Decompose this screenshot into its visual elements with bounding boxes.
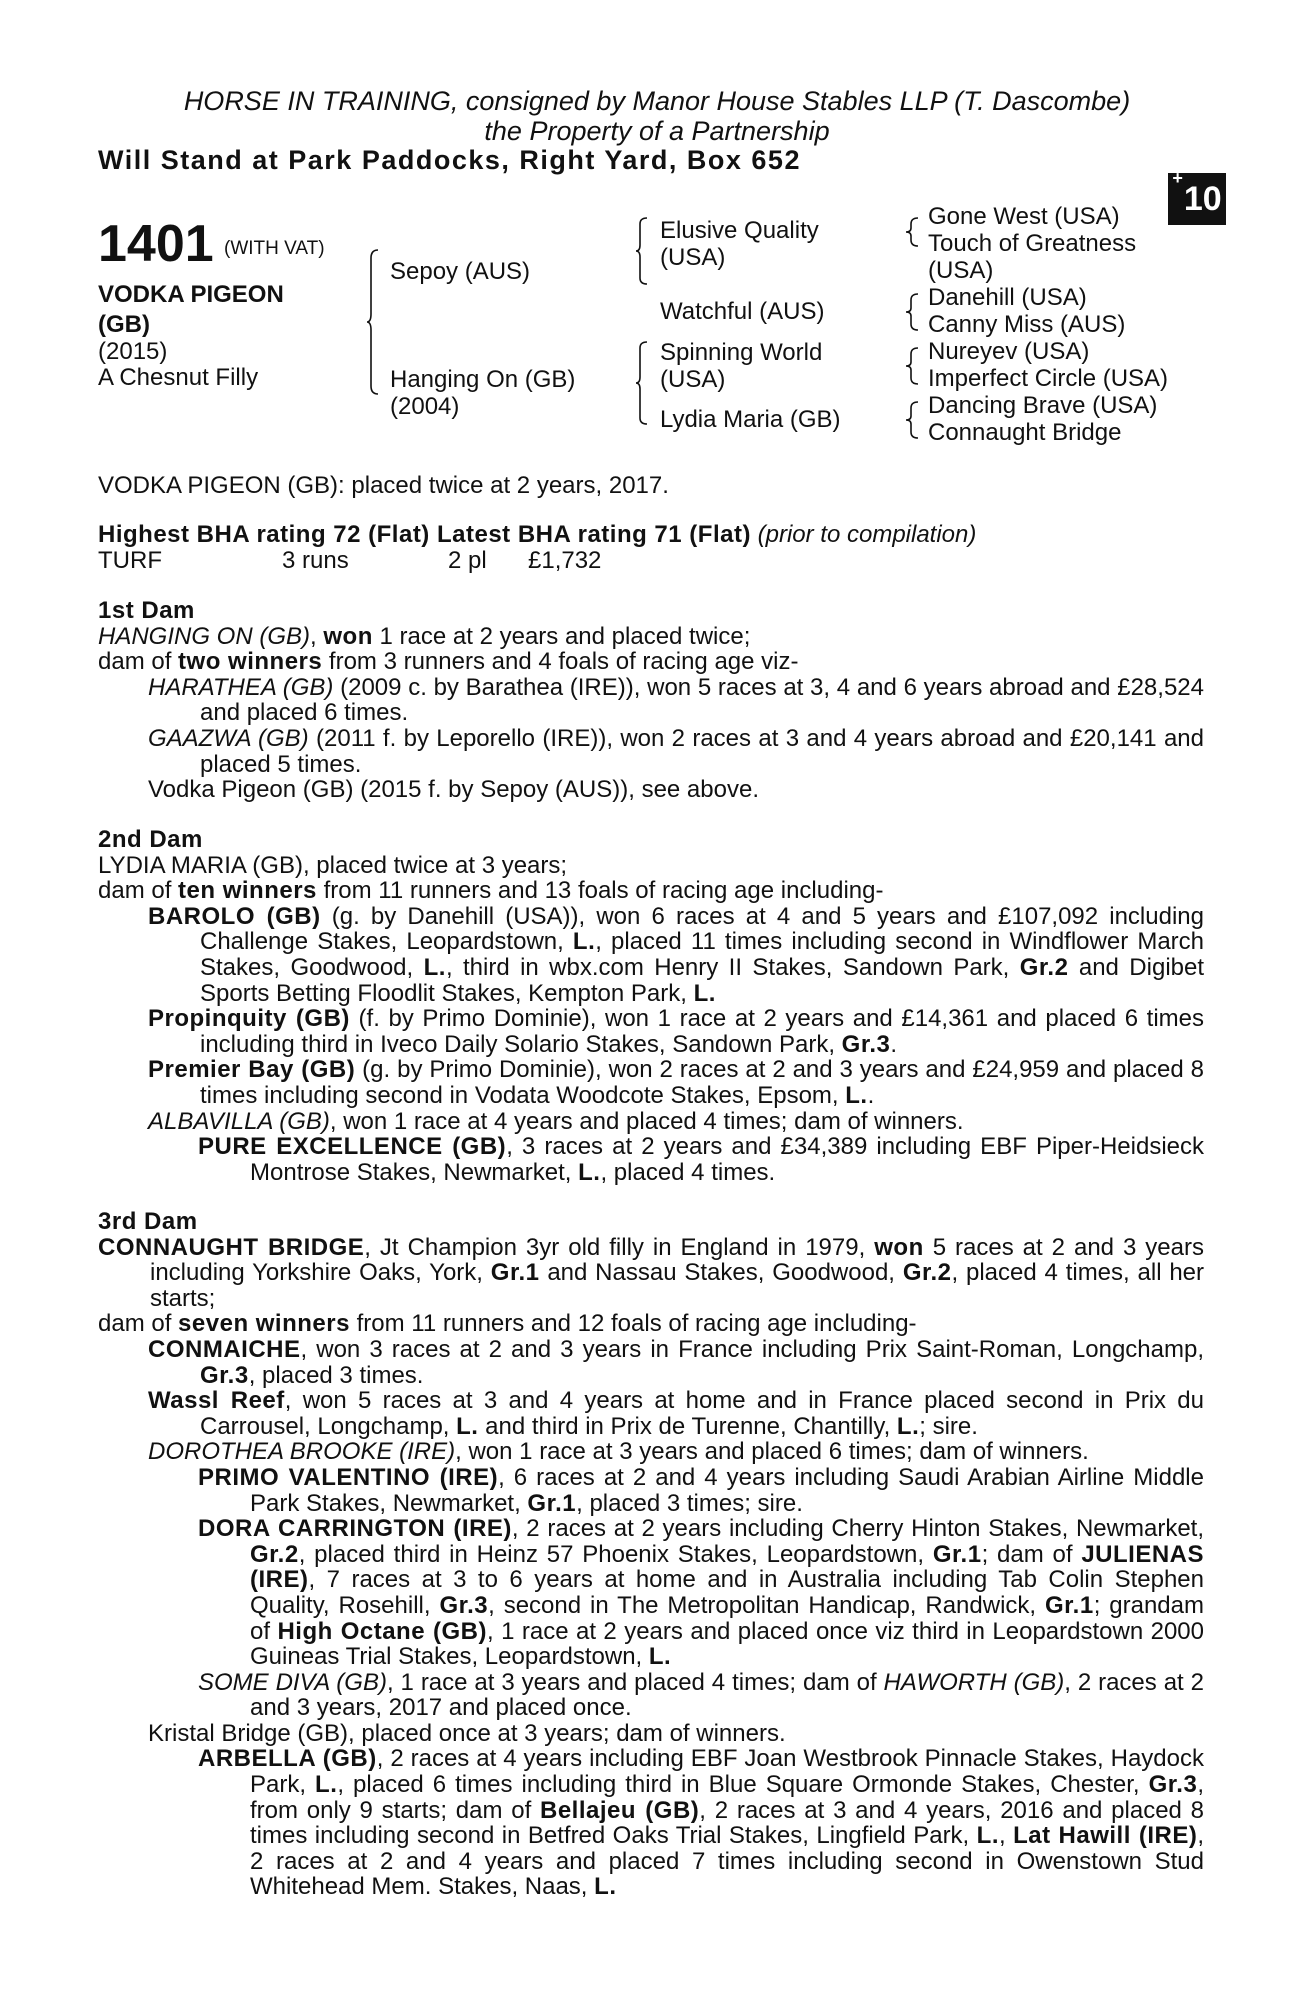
rating-note: (prior to compilation) [757,521,977,548]
group-mark: Gr.2 [902,1259,952,1287]
second-dam-section [98,827,1204,1185]
ped-dam-line1: Hanging On (GB) [390,366,576,393]
winners-count: two winners [178,648,323,676]
ped-sdd: Canny Miss (AUS) [928,311,1126,338]
brace-sire-dam [366,248,386,396]
produce-text: . [867,1081,875,1109]
produce-text: , placed 4 times, all her starts; [150,1259,1205,1312]
produce-text: ; sire. [919,1412,978,1440]
produce-primo-valentino [98,1465,1204,1516]
first-dam-section: 1st Dam HANGING ON (GB), won 1 race at 2 years and placed twice; dam of two winners from 3 runners and 4 foals of racing age viz- HARATHEA (GB) (2009 c. by Barathea (IRE)), won 5 races at 3, 4 and 6 years abroad and £28,524 and placed 6 times. GAAZWA (GB) (2011 f. by Leporello (IRE)), won 2 races at 3 and 4 years abroad and £20,141 and placed 5 times. Vodka Pigeon (GB) (2015 f. by Sepoy (AUS)), see above. [98,597,1204,804]
first-dam-name: HANGING ON (GB) [98,622,311,650]
produce-text: . [890,1030,898,1058]
ped-dss: Nureyev (USA) [928,338,1090,365]
produce-name: CONMAICHE [148,1335,301,1363]
turf-runs: 3 runs [282,546,349,574]
produce-text: (g. by Danehill (USA)), won 6 races at 4 and 5 years and £107,092 including Challenge Stakes, Leopardstown, [200,902,1204,956]
second-dam-record: LYDIA MARIA (GB), placed twice at 3 years; [98,851,568,879]
group-mark: Gr.1 [490,1259,540,1287]
produce-name: ALBAVILLA (GB) [148,1107,330,1135]
horse-name [98,280,338,340]
listed-mark: L. [315,1771,338,1799]
produce-name: PURE EXCELLENCE (GB) [198,1133,507,1161]
group-mark: Gr.1 [1045,1591,1094,1619]
third-dam-name: CONNAUGHT BRIDGE [98,1233,365,1261]
listed-mark: L. [648,1643,672,1671]
produce-text: , won 5 races at 3 and 4 years at home and in France placed second in Prix du Carrousel, Longchamp, [200,1387,1204,1440]
foals-note: from 11 runners and 13 foals of racing age including- [323,877,884,905]
listed-mark: L. [845,1081,868,1109]
badge-plus: + [1172,168,1183,188]
produce-text: , placed 4 times. [600,1158,776,1186]
rating-block [98,522,1204,573]
produce-text: , second in The Metropolitan Handicap, Randwick, [488,1591,1037,1619]
produce-text: ; grandam of [250,1591,1204,1645]
won-label: won [323,622,373,650]
third-dam-heading: 3rd Dam [98,1208,198,1235]
ped-dds: Dancing Brave (USA) [928,392,1158,419]
turf-label: TURF [98,546,162,574]
ped-sss: Gone West (USA) [928,203,1120,230]
produce-text: ; dam of [981,1540,1073,1568]
foals-note: from 11 runners and 12 foals of racing age including- [356,1310,917,1338]
consignor-line: HORSE IN TRAINING, consigned by Manor House Stables LLP (T. Dascombe) [183,86,1131,116]
group-mark: Gr.3 [841,1030,891,1058]
bha-rating: Highest BHA rating 72 (Flat) Latest BHA rating 71 (Flat) [98,521,751,548]
winners-count: seven winners [178,1310,350,1338]
produce-text: , 3 races at 2 years and £34,389 including EBF Piper-Heidsieck Montrose Stakes, Newmarket, [250,1133,1205,1186]
won-label: won [874,1233,924,1261]
produce-text: 5 races at 2 and 3 years including Yorkshire Oaks, York, [150,1233,1204,1287]
ped-sire: Sepoy (AUS) [390,258,531,285]
listed-mark: L. [594,1873,617,1901]
group-mark: Gr.1 [932,1540,982,1568]
turf-placed: 2 pl [448,546,487,574]
produce-text: , [999,1822,1006,1850]
produce-text: (g. by Primo Dominie), won 2 races at 2 and 3 years and £24,959 and placed 8 times including second in Vodata Woodcote Stakes, Epsom, [200,1056,1204,1109]
produce-dorothea-brooke [98,1439,1204,1465]
property-line: the Property of a Partnership [484,116,830,146]
produce-barolo [98,904,1204,1006]
produce-arbella [98,1746,1204,1900]
listed-mark: L. [693,979,716,1007]
produce-text: , won 1 race at 3 years and placed 6 times; dam of winners. [455,1438,1089,1466]
produce-gaazwa [98,726,1204,777]
produce-text: , 1 race at 2 years and placed once viz third in Leopardstown 2000 Guineas Trial Stakes, Leopardstown, [250,1617,1204,1671]
ped-sire-dam: Watchful (AUS) [660,298,825,325]
produce-record: (2011 f. by Leporello (IRE)), won 2 races at 3 and 4 years abroad and £20,141 and placed 5 times. [200,724,1204,778]
ped-dsd: Imperfect Circle (USA) [928,365,1169,392]
produce-name: BAROLO (GB) [148,902,321,930]
produce-name: Lat Hawill (IRE) [1013,1822,1198,1850]
ped-ssd-line2: (USA) [928,257,994,284]
ped-dam-dam: Lydia Maria (GB) [660,406,841,433]
foals-note: from 3 runners and 4 foals of racing age viz- [328,648,799,676]
produce-record: (2009 c. by Barathea (IRE)), won 5 races at 3, 4 and 6 years abroad and £28,524 and placed 6 times. [200,673,1204,727]
produce-name: SOME DIVA (GB) [198,1668,387,1696]
produce-text: , placed 6 times including third in Blue Square Ormonde Stakes, Chester, [337,1771,1140,1799]
produce-vodka-pigeon: Vodka Pigeon (GB) (2015 f. by Sepoy (AUS)), see above. [148,776,759,804]
group-mark: Gr.1 [527,1489,577,1517]
group-mark: Gr.2 [250,1540,299,1568]
produce-name: DORA CARRINGTON (IRE) [198,1515,512,1543]
produce-text: , won 1 race at 4 years and placed 4 times; dam of winners. [329,1107,964,1135]
ped-ss-line1: Elusive Quality [660,217,819,244]
produce-text: , 2 races at 2 and 3 years, 2017 and placed once. [250,1668,1204,1722]
produce-text: , 2 races at 2 and 4 years and placed 7 times including second in Owenstown Stud Whitehead Mem. Stakes, Naas, [250,1822,1204,1901]
dam-of-label: dam of [98,877,172,905]
racing-summary: VODKA PIGEON (GB): placed twice at 2 years, 2017. [98,472,669,499]
produce-text: , 1 race at 3 years and placed 4 times; dam of [386,1668,877,1696]
produce-name: Wassl Reef [148,1387,285,1415]
listed-mark: L. [423,953,446,981]
ped-sire-sire [660,217,819,271]
produce-text: , 2 races at 3 and 4 years, 2016 and placed 8 times including second in Betfred Oaks Trial Stakes, Lingfield Park, [250,1796,1204,1850]
listed-mark: L. [572,928,596,956]
dam-of-label: dam of [98,648,172,676]
listed-mark: L. [976,1822,999,1850]
produce-albavilla [98,1109,1204,1135]
produce-text: , placed 3 times. [248,1361,424,1389]
third-dam-section [98,1209,1204,1900]
produce-text: , from only 9 starts; dam of [250,1771,1204,1824]
produce-text: , 2 races at 2 years including Cherry Hinton Stakes, Newmarket, [511,1515,1204,1543]
dam-of-label: dam of [98,1310,172,1338]
produce-text: , 2 races at 4 years including EBF Joan Westbrook Pinnacle Stakes, Haydock Park, [250,1745,1205,1799]
produce-some-diva [98,1670,1204,1721]
brace-sire-parents [635,216,655,286]
horse-year: (2015) [98,338,168,365]
produce-text: and Nassau Stakes, Goodwood, [547,1259,895,1287]
ped-sds: Danehill (USA) [928,284,1087,311]
produce-text: , third in wbx.com Henry II Stakes, Sandown Park, [445,953,1010,981]
brace-sd [904,288,924,336]
produce-text: , 7 races at 3 to 6 years at home and in Australia including Tab Colin Stephen Quality, Rosehill, [250,1566,1204,1619]
produce-text: , placed 11 times including second in Windflower March Stakes, Goodwood, [200,928,1205,981]
produce-name: HARATHEA (GB) [148,673,334,701]
produce-name: GAAZWA (GB) [148,724,309,752]
group-mark: Gr.2 [1019,953,1069,981]
produce-name: ARBELLA (GB) [198,1745,377,1773]
horse-description: A Chesnut Filly [98,364,259,391]
ped-ss-line2: (USA) [660,244,726,271]
group-mark: Gr.3 [1148,1771,1198,1799]
produce-text: , Jt Champion 3yr old filly in England in 1979, [364,1233,866,1261]
produce-text: (f. by Primo Dominie), won 1 race at 2 years and £14,361 and placed 6 times including third in Iveco Daily Solario Stakes, Sandown Park, [200,1005,1205,1058]
ped-dam [390,366,575,420]
ped-ssd-line1: Touch of Greatness [928,230,1137,257]
ped-dam-sire [660,339,822,393]
winners-count: ten winners [178,877,317,905]
horse-name-line2: (GB) [98,311,150,338]
category-badge [1168,168,1226,225]
horse-name-line1: VODKA PIGEON [98,281,284,308]
produce-kristal-bridge: Kristal Bridge (GB), placed once at 3 years; dam of winners. [148,1719,786,1747]
produce-harathea [98,675,1204,726]
second-dam-heading: 2nd Dam [98,826,203,853]
produce-dora-carrington [98,1516,1204,1670]
produce-conmaiche [98,1337,1204,1388]
produce-text: , 6 races at 2 and 4 years including Saudi Arabian Airline Middle Park Stakes, Newmarket, [250,1463,1204,1517]
listed-mark: L. [456,1412,479,1440]
brace-ss [904,204,924,260]
ped-ddd: Connaught Bridge [928,419,1122,446]
produce-text: , placed 3 times; sire. [576,1489,803,1517]
produce-name: Bellajeu (GB) [540,1796,700,1824]
produce-name: High Octane (GB) [277,1617,487,1645]
ped-ds-line1: Spinning World [660,339,823,366]
first-dam-record: 1 race at 2 years and placed twice; [379,622,751,650]
group-mark: Gr.3 [200,1361,249,1389]
produce-pure-excellence [98,1134,1204,1185]
produce-text: and Digibet Sports Betting Floodlit Stakes, Kempton Park, [200,953,1205,1007]
badge-number: 10 [1183,180,1222,218]
brace-dd [904,396,924,444]
third-dam-record [98,1235,1204,1312]
produce-name: Propinquity (GB) [148,1005,350,1033]
first-dam-heading: 1st Dam [98,597,195,624]
turf-earnings: £1,732 [528,546,602,574]
produce-wassl-reef [98,1388,1204,1439]
produce-premier-bay [98,1057,1204,1108]
produce-name: JULIENAS (IRE) [250,1540,1204,1594]
produce-name: Premier Bay (GB) [148,1056,356,1084]
ped-dam-line2: (2004) [390,393,460,420]
produce-name: DOROTHEA BROOKE (IRE) [148,1438,456,1466]
group-mark: Gr.3 [439,1591,489,1619]
produce-name: HAWORTH (GB) [883,1668,1065,1696]
brace-ds [904,342,924,390]
brace-dam-parents [635,340,655,426]
produce-name: PRIMO VALENTINO (IRE) [198,1463,499,1491]
listed-mark: L. [896,1412,920,1440]
ped-ssd [928,230,1136,284]
ped-ds-line2: (USA) [660,366,726,393]
produce-text: and third in Prix de Turenne, Chantilly, [485,1412,891,1440]
produce-propinquity [98,1006,1204,1057]
produce-text: , won 3 races at 2 and 3 years in France including Prix Saint-Roman, Longchamp, [300,1335,1204,1363]
lot-number: 1401 [98,215,214,273]
stand-location: Will Stand at Park Paddocks, Right Yard, Box 652 [98,145,801,175]
listed-mark: L. [578,1158,601,1186]
vat-note: (WITH VAT) [224,238,325,259]
produce-text: , placed third in Heinz 57 Phoenix Stakes, Leopardstown, [298,1540,925,1568]
